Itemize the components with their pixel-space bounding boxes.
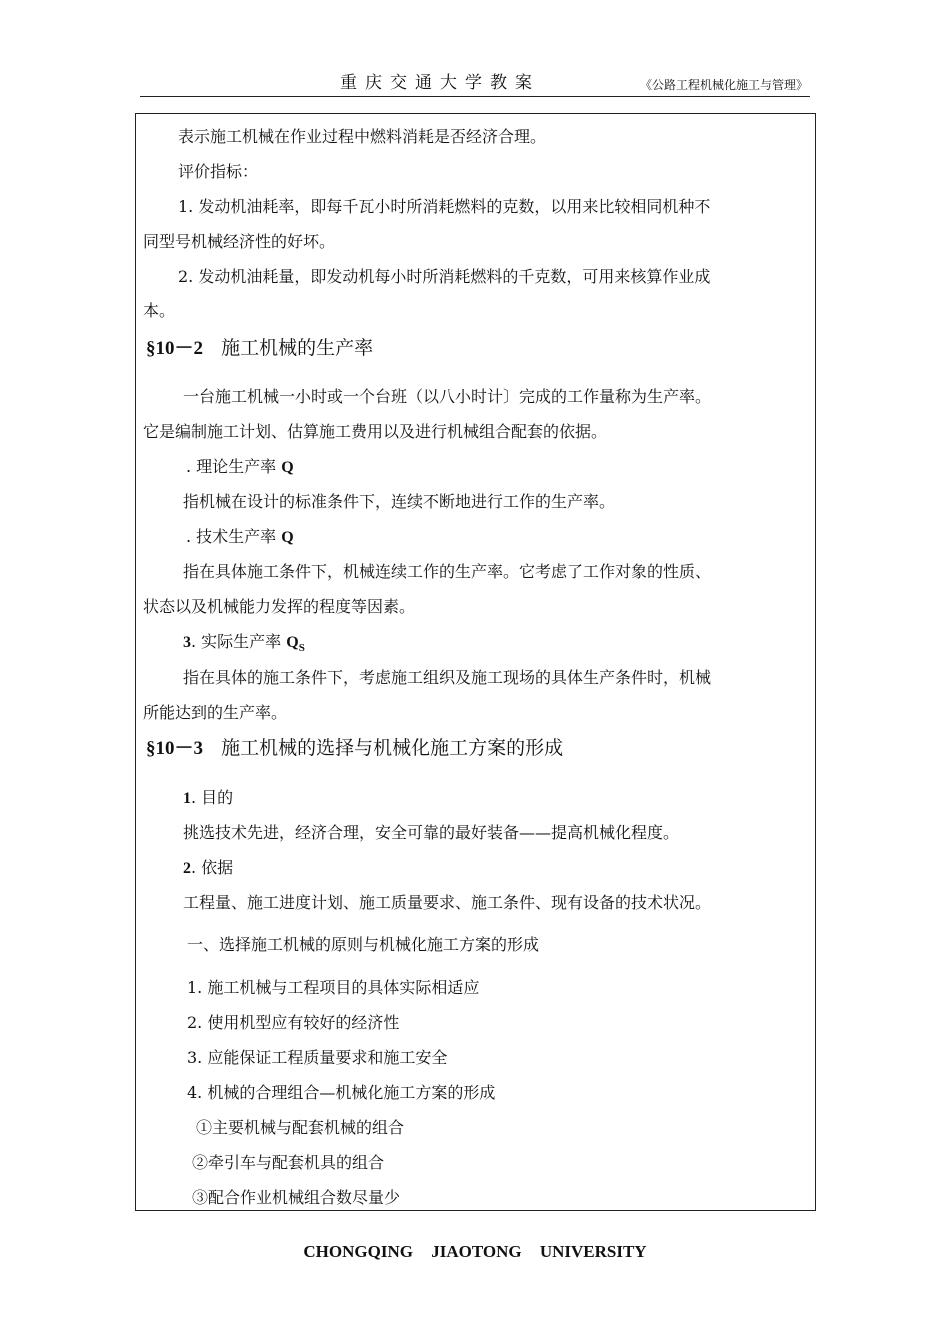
section-heading xyxy=(146,336,373,361)
paragraph: 指机械在设计的标准条件下，连续不断地进行工作的生产率。 xyxy=(183,492,616,511)
course-title: 《公路工程机械化施工与管理》 xyxy=(639,78,808,92)
list-item: 3. 应能保证工程质量要求和施工安全 xyxy=(187,1048,448,1067)
list-item: 1. 施工机械与工程项目的具体实际相适应 xyxy=(187,978,480,997)
page-footer: CHONGQING JIAOTONG UNIVERSITY xyxy=(303,1242,647,1261)
paragraph: 2. 发动机油耗量，即发动机每小时所消耗燃料的千克数，可用来核算作业成 xyxy=(178,267,711,286)
university-title: 重庆交通大学教案 xyxy=(340,73,540,93)
list-item: . 理论生产率 Q xyxy=(186,457,294,476)
list-item: ③配合作业机械组合数尽量少 xyxy=(192,1188,401,1207)
paragraph: 本。 xyxy=(143,301,176,320)
list-item: 2. 依据 xyxy=(183,858,234,877)
paragraph: 一台施工机械一小时或一个台班（以八小时计〕完成的工作量称为生产率。 xyxy=(183,387,712,406)
subsection-title: 一、选择施工机械的原则与机械化施工方案的形成 xyxy=(187,935,540,954)
paragraph: 所能达到的生产率。 xyxy=(143,703,288,722)
list-item: 1. 目的 xyxy=(183,788,234,807)
section-heading xyxy=(146,736,563,761)
paragraph: 1. 发动机油耗率，即每千瓦小时所消耗燃料的克数，以用来比较相同机种不 xyxy=(178,197,711,216)
paragraph: 同型号机械经济性的好坏。 xyxy=(143,232,336,251)
paragraph: 挑选技术先进，经济合理，安全可靠的最好装备——提高机械化程度。 xyxy=(183,823,680,842)
paragraph: 指在具体施工条件下，机械连续工作的生产率。它考虑了工作对象的性质、 xyxy=(183,562,712,581)
section-title: 施工机械的生产率 xyxy=(221,337,374,359)
paragraph: 状态以及机械能力发挥的程度等因素。 xyxy=(143,597,416,616)
section-number: §10－3 xyxy=(146,738,204,759)
list-item: 2. 使用机型应有较好的经济性 xyxy=(187,1013,400,1032)
paragraph: 工程量、施工进度计划、施工质量要求、施工条件、现有设备的技术状况。 xyxy=(183,893,712,912)
paragraph: 它是编制施工计划、估算施工费用以及进行机械组合配套的依据。 xyxy=(143,422,608,441)
section-number: §10－2 xyxy=(146,338,204,359)
paragraph: 表示施工机械在作业过程中燃料消耗是否经济合理。 xyxy=(178,127,547,146)
paragraph: 指在具体的施工条件下，考虑施工组织及施工现场的具体生产条件时，机械 xyxy=(183,668,712,687)
paragraph: 评价指标： xyxy=(178,162,259,181)
list-item: 3. 实际生产率 $Q_S$ xyxy=(183,632,305,655)
section-title: 施工机械的选择与机械化施工方案的形成 xyxy=(221,737,564,759)
list-item: ①主要机械与配套机械的组合 xyxy=(196,1118,405,1137)
page-header xyxy=(140,66,810,97)
list-item: 4. 机械的合理组合—机械化施工方案的形成 xyxy=(187,1083,496,1102)
list-item: ②牵引车与配套机具的组合 xyxy=(192,1153,385,1172)
list-item: . 技术生产率 Q xyxy=(186,527,294,546)
